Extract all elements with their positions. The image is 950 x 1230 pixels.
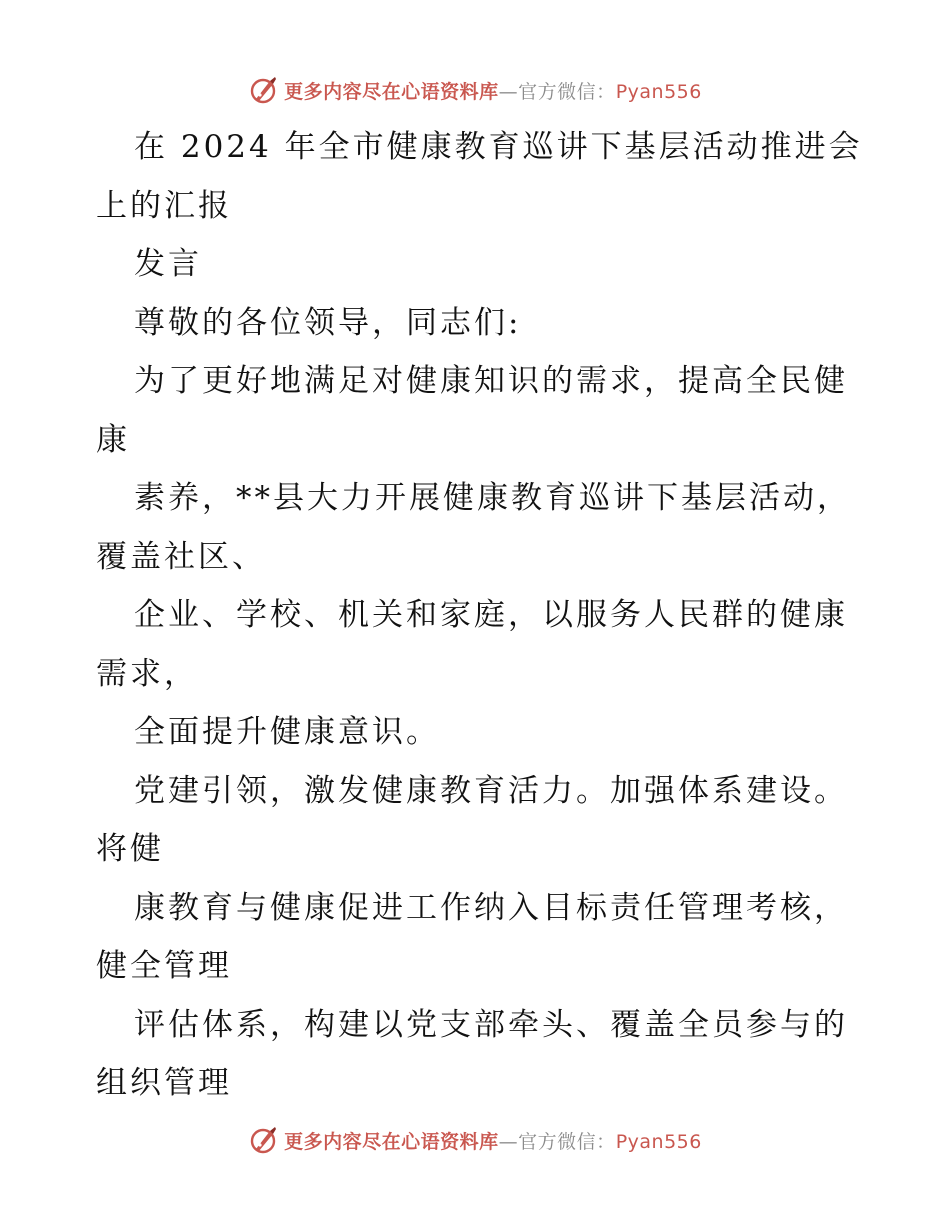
text-line: 企业、学校、机关和家庭，以服务人民群的健康 <box>134 597 848 633</box>
text-line: 组织管理 <box>96 1065 232 1101</box>
footer-watermark-banner <box>0 1120 950 1160</box>
text-line: 康教育与健康促进工作纳入目标责任管理考核， <box>134 889 848 926</box>
watermark-text <box>284 1127 702 1154</box>
watermark-wechat-label: 官方微信： <box>518 80 616 103</box>
text-line: 康 <box>96 421 130 458</box>
text-line: 发言 <box>134 246 202 282</box>
watermark-wechat-label: 官方微信： <box>518 1130 616 1153</box>
watermark-wechat-id: Pyan556 <box>615 80 702 103</box>
text-line: 覆盖社区、 <box>96 538 266 575</box>
watermark-brand: 更多内容尽在心语资料库 <box>284 80 499 103</box>
watermark-text <box>284 77 702 104</box>
text-line: 将健 <box>96 831 164 867</box>
text-line: 需求， <box>96 655 198 692</box>
text-line: 素养，**县大力开展健康教育巡讲下基层活动， <box>134 480 851 516</box>
text-line: 党建引领，激发健康教育活力。加强体系建设。 <box>134 772 848 809</box>
text-line: 在 2024 年全市健康教育巡讲下基层活动推进会 <box>134 129 863 165</box>
header-watermark-banner <box>0 70 950 110</box>
watermark-brand: 更多内容尽在心语资料库 <box>284 1130 499 1153</box>
text-line: 评估体系，构建以党支部牵头、覆盖全员参与的 <box>134 1006 848 1043</box>
text-line: 为了更好地满足对健康知识的需求，提高全民健 <box>134 363 848 399</box>
watermark-separator: — <box>498 1130 519 1153</box>
quill-pen-logo-icon <box>248 1125 278 1155</box>
document-body <box>96 118 866 1113</box>
text-line: 尊敬的各位领导，同志们: <box>134 304 522 341</box>
text-line: 全面提升健康意识。 <box>134 714 440 750</box>
watermark-separator: — <box>498 80 519 103</box>
quill-pen-logo-icon <box>248 75 278 105</box>
watermark-wechat-id: Pyan556 <box>615 1130 702 1153</box>
text-line: 上的汇报 <box>96 187 232 224</box>
text-line: 健全管理 <box>96 948 232 984</box>
